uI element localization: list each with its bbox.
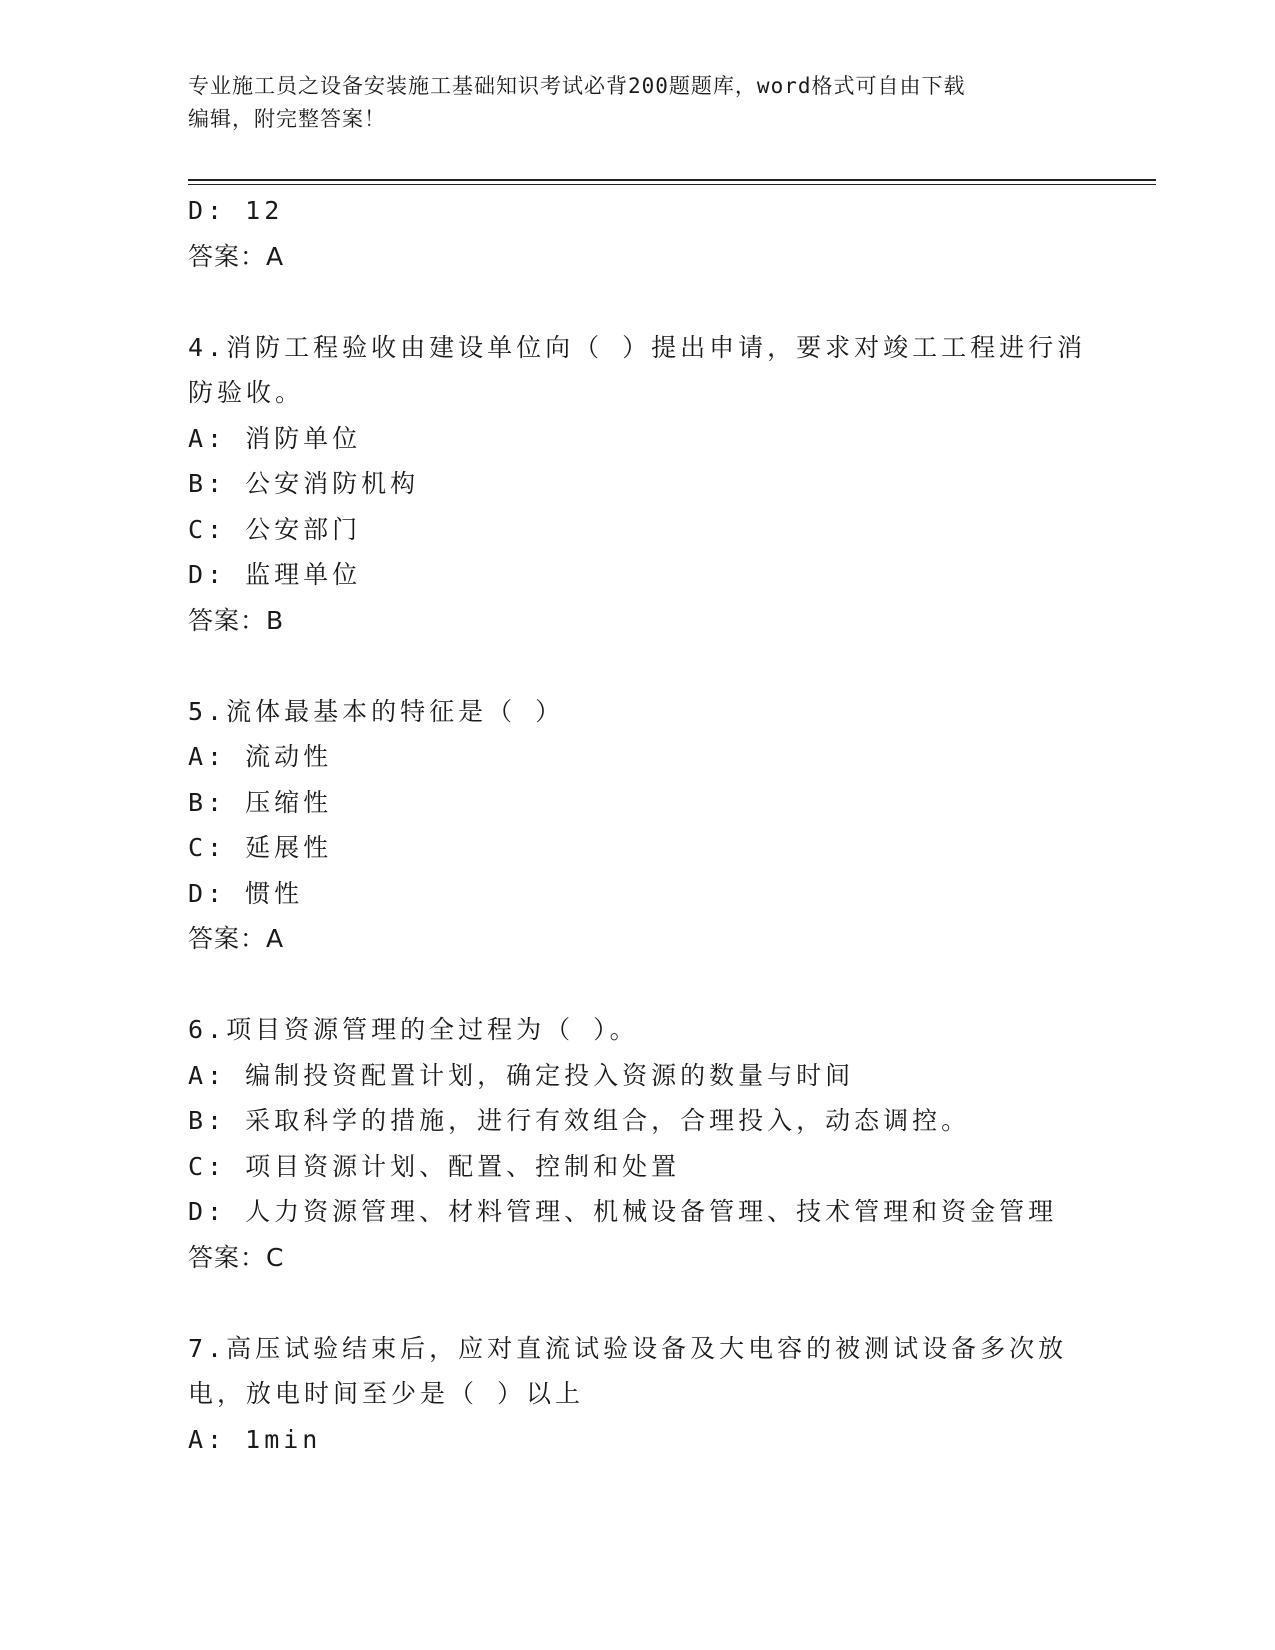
question-6 [188, 1007, 1118, 1280]
answer-line: 答案：C [188, 1242, 285, 1272]
question-stem: 5.流体最基本的特征是（ ） [188, 696, 565, 726]
option-a: A: 消防单位 [188, 423, 362, 453]
option-b: B: 压缩性 [188, 787, 333, 817]
option-c: C: 公安部门 [188, 514, 362, 544]
question-stem-continued: 防验收。 [188, 378, 305, 407]
option-d: D: 12 [188, 196, 284, 225]
option-b: B: 采取科学的措施，进行有效组合，合理投入，动态调控。 [188, 1106, 971, 1135]
option-a: A: 1min [188, 1424, 322, 1454]
question-4 [188, 325, 1118, 644]
question-5 [188, 689, 1118, 962]
option-d: D: 监理单位 [188, 560, 362, 589]
header-title-line2: 编辑，附完整答案！ [188, 107, 386, 131]
option-c: C: 延展性 [188, 833, 333, 862]
question-7 [188, 1326, 1118, 1463]
header-divider-thick [188, 179, 1156, 181]
answer-line: 答案：A [188, 924, 285, 953]
question-stem-continued: 电，放电时间至少是（ ）以上 [188, 1379, 585, 1408]
option-b: B: 公安消防机构 [188, 469, 420, 498]
question-stem: 6.项目资源管理的全过程为（ ）。 [188, 1015, 639, 1044]
option-c: C: 项目资源计划、配置、控制和处置 [188, 1151, 681, 1181]
header-title-line1: 专业施工员之设备安装施工基础知识考试必背200题题库，word格式可自由下载 [188, 74, 966, 98]
question-list [188, 188, 1118, 1462]
option-d: D: 惯性 [188, 878, 304, 908]
option-a: A: 流动性 [188, 742, 333, 771]
document-header [188, 70, 1088, 136]
answer-line: 答案：A [188, 241, 285, 271]
option-a: A: 编制投资配置计划，确定投入资源的数量与时间 [188, 1060, 855, 1090]
question-stem: 4.消防工程验收由建设单位向（ ）提出申请，要求对竣工工程进行消 [188, 332, 1087, 362]
option-d: D: 人力资源管理、材料管理、机械设备管理、技术管理和资金管理 [188, 1197, 1058, 1226]
header-divider-thin [188, 184, 1156, 185]
question-stem: 7.高压试验结束后，应对直流试验设备及大电容的被测试设备多次放 [188, 1333, 1068, 1363]
answer-line: 答案：B [188, 605, 285, 635]
